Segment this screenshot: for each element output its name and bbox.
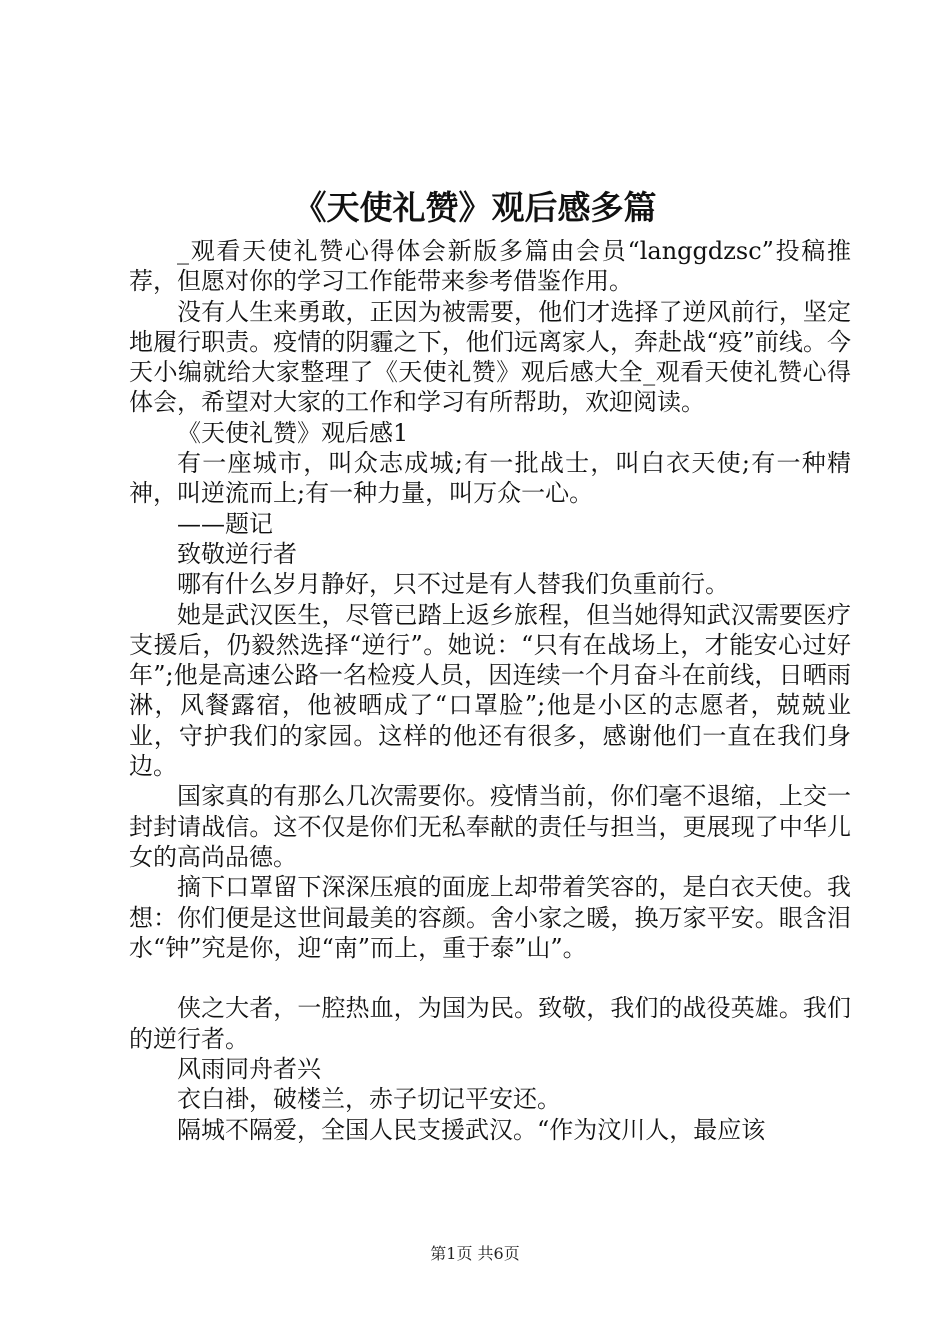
page-footer: 第1页 共6页 (430, 1244, 520, 1263)
paragraph: 隔城不隔爱，全国人民支援武汉。“作为汶川人，最应该 (177, 1115, 766, 1144)
document-title: 《天使礼赞》观后感多篇 (293, 188, 657, 227)
paragraph: 衣白褂，破楼兰，赤子切记平安还。 (177, 1085, 561, 1114)
paragraph: 她是武汉医生，尽管已踏上返乡旅程，但当她得知武汉需要医疗支援后，仍毅然选择“逆行”。她说：“只有在战场上，才能安心过好年”;他是高速公路一名检疫人员，因连续一个月奋斗在前线，日晒雨淋，风餐露宿，他被晒成了“口罩脸”;他是小区的志愿者，兢兢业业，守护我们的家园。这样的他还有很多，感谢他们一直在我们身边。 (129, 600, 851, 781)
document-body (129, 236, 851, 1145)
blank-line (129, 963, 851, 993)
paragraph: 哪有什么岁月静好，只不过是有人替我们负重前行。 (177, 570, 729, 599)
paragraph-intro: _观看天使礼赞心得体会新版多篇由会员“langgdzsc”投稿推荐，但愿对你的学习工作能带来参考借鉴作用。 (129, 237, 851, 296)
epigraph: 有一座城市，叫众志成城;有一批战士，叫白衣天使;有一种精神，叫逆流而上;有一种力量，叫万众一心。 (129, 449, 851, 508)
paragraph: 国家真的有那么几次需要你。疫情当前，你们毫不退缩，上交一封封请战信。这不仅是你们无私奉献的责任与担当，更展现了中华儿女的高尚品德。 (129, 782, 851, 871)
paragraph: 摘下口罩留下深深压痕的面庞上却带着笑容的，是白衣天使。我想：你们便是这世间最美的容颜。舍小家之暖，换万家平安。眼含泪水“钟”究是你，迎“南”而上，重于泰”山”。 (129, 873, 851, 962)
epigraph-attribution: ——题记 (177, 509, 273, 538)
paragraph: 侠之大者，一腔热血，为国为民。致敬，我们的战役英雄。我们的逆行者。 (129, 994, 851, 1053)
paragraph-summary: 没有人生来勇敢，正因为被需要，他们才选择了逆风前行，坚定地履行职责。疫情的阴霾之下，他们远离家人，奔赴战“疫”前线。今天小编就给大家整理了《天使礼赞》观后感大全_观看天使礼赞心得体会，希望对大家的工作和学习有所帮助，欢迎阅读。 (129, 297, 851, 417)
section-heading: 《天使礼赞》观后感1 (177, 418, 409, 447)
subheading-together: 风雨同舟者兴 (177, 1055, 321, 1084)
subheading-salute: 致敬逆行者 (177, 539, 297, 568)
